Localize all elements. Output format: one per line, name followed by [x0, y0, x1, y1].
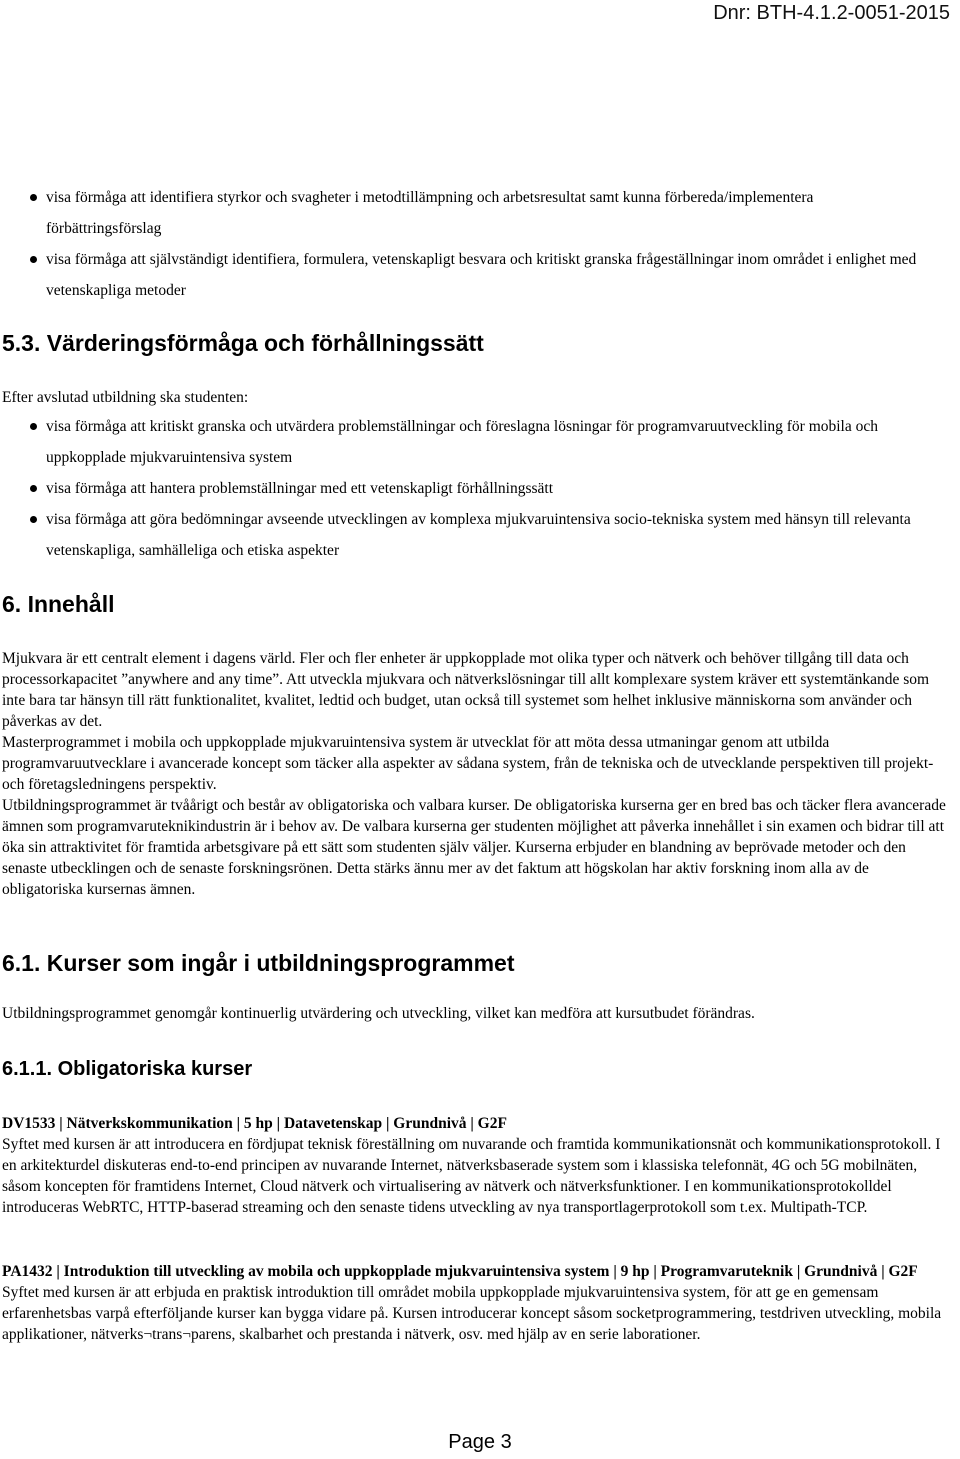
section-5-3-intro: Efter avslutad utbildning ska studenten: — [2, 389, 249, 406]
course-block — [2, 1113, 952, 1218]
heading-6: 6. Innehåll — [2, 591, 115, 617]
section-6-body — [2, 648, 952, 900]
course-description: Syftet med kursen är att introducera en fördjupat teknisk föreställning om nuvarande och framtida kommunikationsnät och kommunikationsprotokoll. I en arkitekturdel diskuteras end-to-end principen av nuvarande Internet, nätverksbaserade system som i klassiska telefonnät, 4G och 5G mobilnäten, såsom koncepten för framtidens Internet, Cloud nätverk och virtualisering av nätverk och nätverksfunktioner. I en kommunikationsprotokolldel introduceras WebRTC, HTTP-baserad streaming och den senaste tidens utveckling av nya transportlagerprotokoll som t.ex. Multipath-TCP. — [2, 1136, 941, 1216]
bullet-text: visa förmåga att hantera problemställningar med ett vetenskapligt förhållningssätt — [46, 480, 554, 497]
course-description: Syftet med kursen är att erbjuda en praktisk introduktion till området mobila uppkopplade mjukvaruintensiva system, för att ge en gemensam erfarenhetsbas varpå efterföljande kurser kan bygga vidare på. Kursen introducerar koncept såsom socketprogrammering, testdriven utveckling, mobila applikationer, nätverks¬trans¬parens, skalbarhet och prestanda i nätverk, osv. med hjälp av en serie laborationer. — [2, 1284, 942, 1343]
paragraph: Utbildningsprogrammet är tvåårigt och består av obligatoriska och valbara kurser. De obligatoriska kurserna ger en bred bas och täcker flera avancerade ämnen som programvaruteknikindustrin är i behov av. De valbara kurserna ger studenten möjlighet att påverka innehållet i sin examen och bidrar till att öka sin attraktivitet för framtida arbetsgivare på ett sätt som studenten själv väljer. Kurserna erbjuder en blandning av beprövade metoder och den senaste utbecklingen och de senaste forskningsrönen. Detta stärks ännu mer av det faktum att högskolan har aktiv forskning inom alla av de obligatoriska kursernas ämnen. — [2, 797, 946, 898]
bullet-text: visa förmåga att göra bedömningar avseende utvecklingen av komplexa mjukvaruintensiva socio-tekniska system med hänsyn till relevanta vetenskapliga, samhälleliga och etiska aspekter — [46, 511, 911, 559]
heading-5-3: 5.3. Värderingsförmåga och förhållningssätt — [2, 330, 484, 356]
list-item — [30, 473, 930, 504]
list-item — [30, 411, 930, 473]
list-item — [30, 504, 930, 566]
page-number: Page 3 — [448, 1431, 512, 1453]
course-heading: PA1432 | Introduktion till utveckling av mobila och uppkopplade mjukvaruintensiva system | 9 hp | Programvaruteknik | Grundnivå | G2F — [2, 1263, 918, 1280]
paragraph: Mjukvara är ett centralt element i dagens värld. Fler och fler enheter är uppkopplade mot olika typer och nätverk och behöver tillgång till data och processorkapacitet ”anywhere and any time”. Att utveckla mjukvara och nätverkslösningar till allt komplexare system kräver ett systemtänkande som inte bara tar hänsyn till rätt funktionalitet, kvalitet, ledtid och budget, utan också till systemet som helhet inklusive människorna som använder och påverkas av det. — [2, 650, 930, 730]
bullet-text: visa förmåga att kritiskt granska och utvärdera problemställningar och föreslagna lösningar för programvaruutveckling för mobila och uppkopplade mjukvaruintensiva system — [46, 418, 878, 466]
heading-6-1-1: 6.1.1. Obligatoriska kurser — [2, 1058, 253, 1080]
bullet-text: visa förmåga att identifiera styrkor och svagheter i metodtillämpning och arbetsresultat samt kunna förbereda/implementera förbättringsförslag — [46, 189, 814, 237]
heading-6-1: 6.1. Kurser som ingår i utbildningsprogrammet — [2, 950, 515, 976]
course-block — [2, 1261, 952, 1345]
document-reference: Dnr: BTH-4.1.2-0051-2015 — [713, 2, 950, 24]
section-6-1-text: Utbildningsprogrammet genomgår kontinuerlig utvärdering och utveckling, vilket kan medföra att kursutbudet förändras. — [2, 1005, 755, 1022]
course-heading: DV1533 | Nätverkskommunikation | 5 hp | Datavetenskap | Grundnivå | G2F — [2, 1115, 507, 1132]
list-item — [30, 182, 930, 244]
list-item — [30, 244, 930, 306]
paragraph: Masterprogrammet i mobila och uppkopplade mjukvaruintensiva system är utvecklat för att möta dessa utmaningar genom att utbilda programvaruutvecklare i avancerade koncept som täcker alla aspekter av sådana system, från de tekniska och de utvecklande perspektiven till projekt- och företagsledningens perspektiv. — [2, 734, 934, 793]
bullet-text: visa förmåga att självständigt identifiera, formulera, vetenskapligt besvara och kritiskt granska frågeställningar inom området i enlighet med vetenskapliga metoder — [46, 251, 917, 299]
